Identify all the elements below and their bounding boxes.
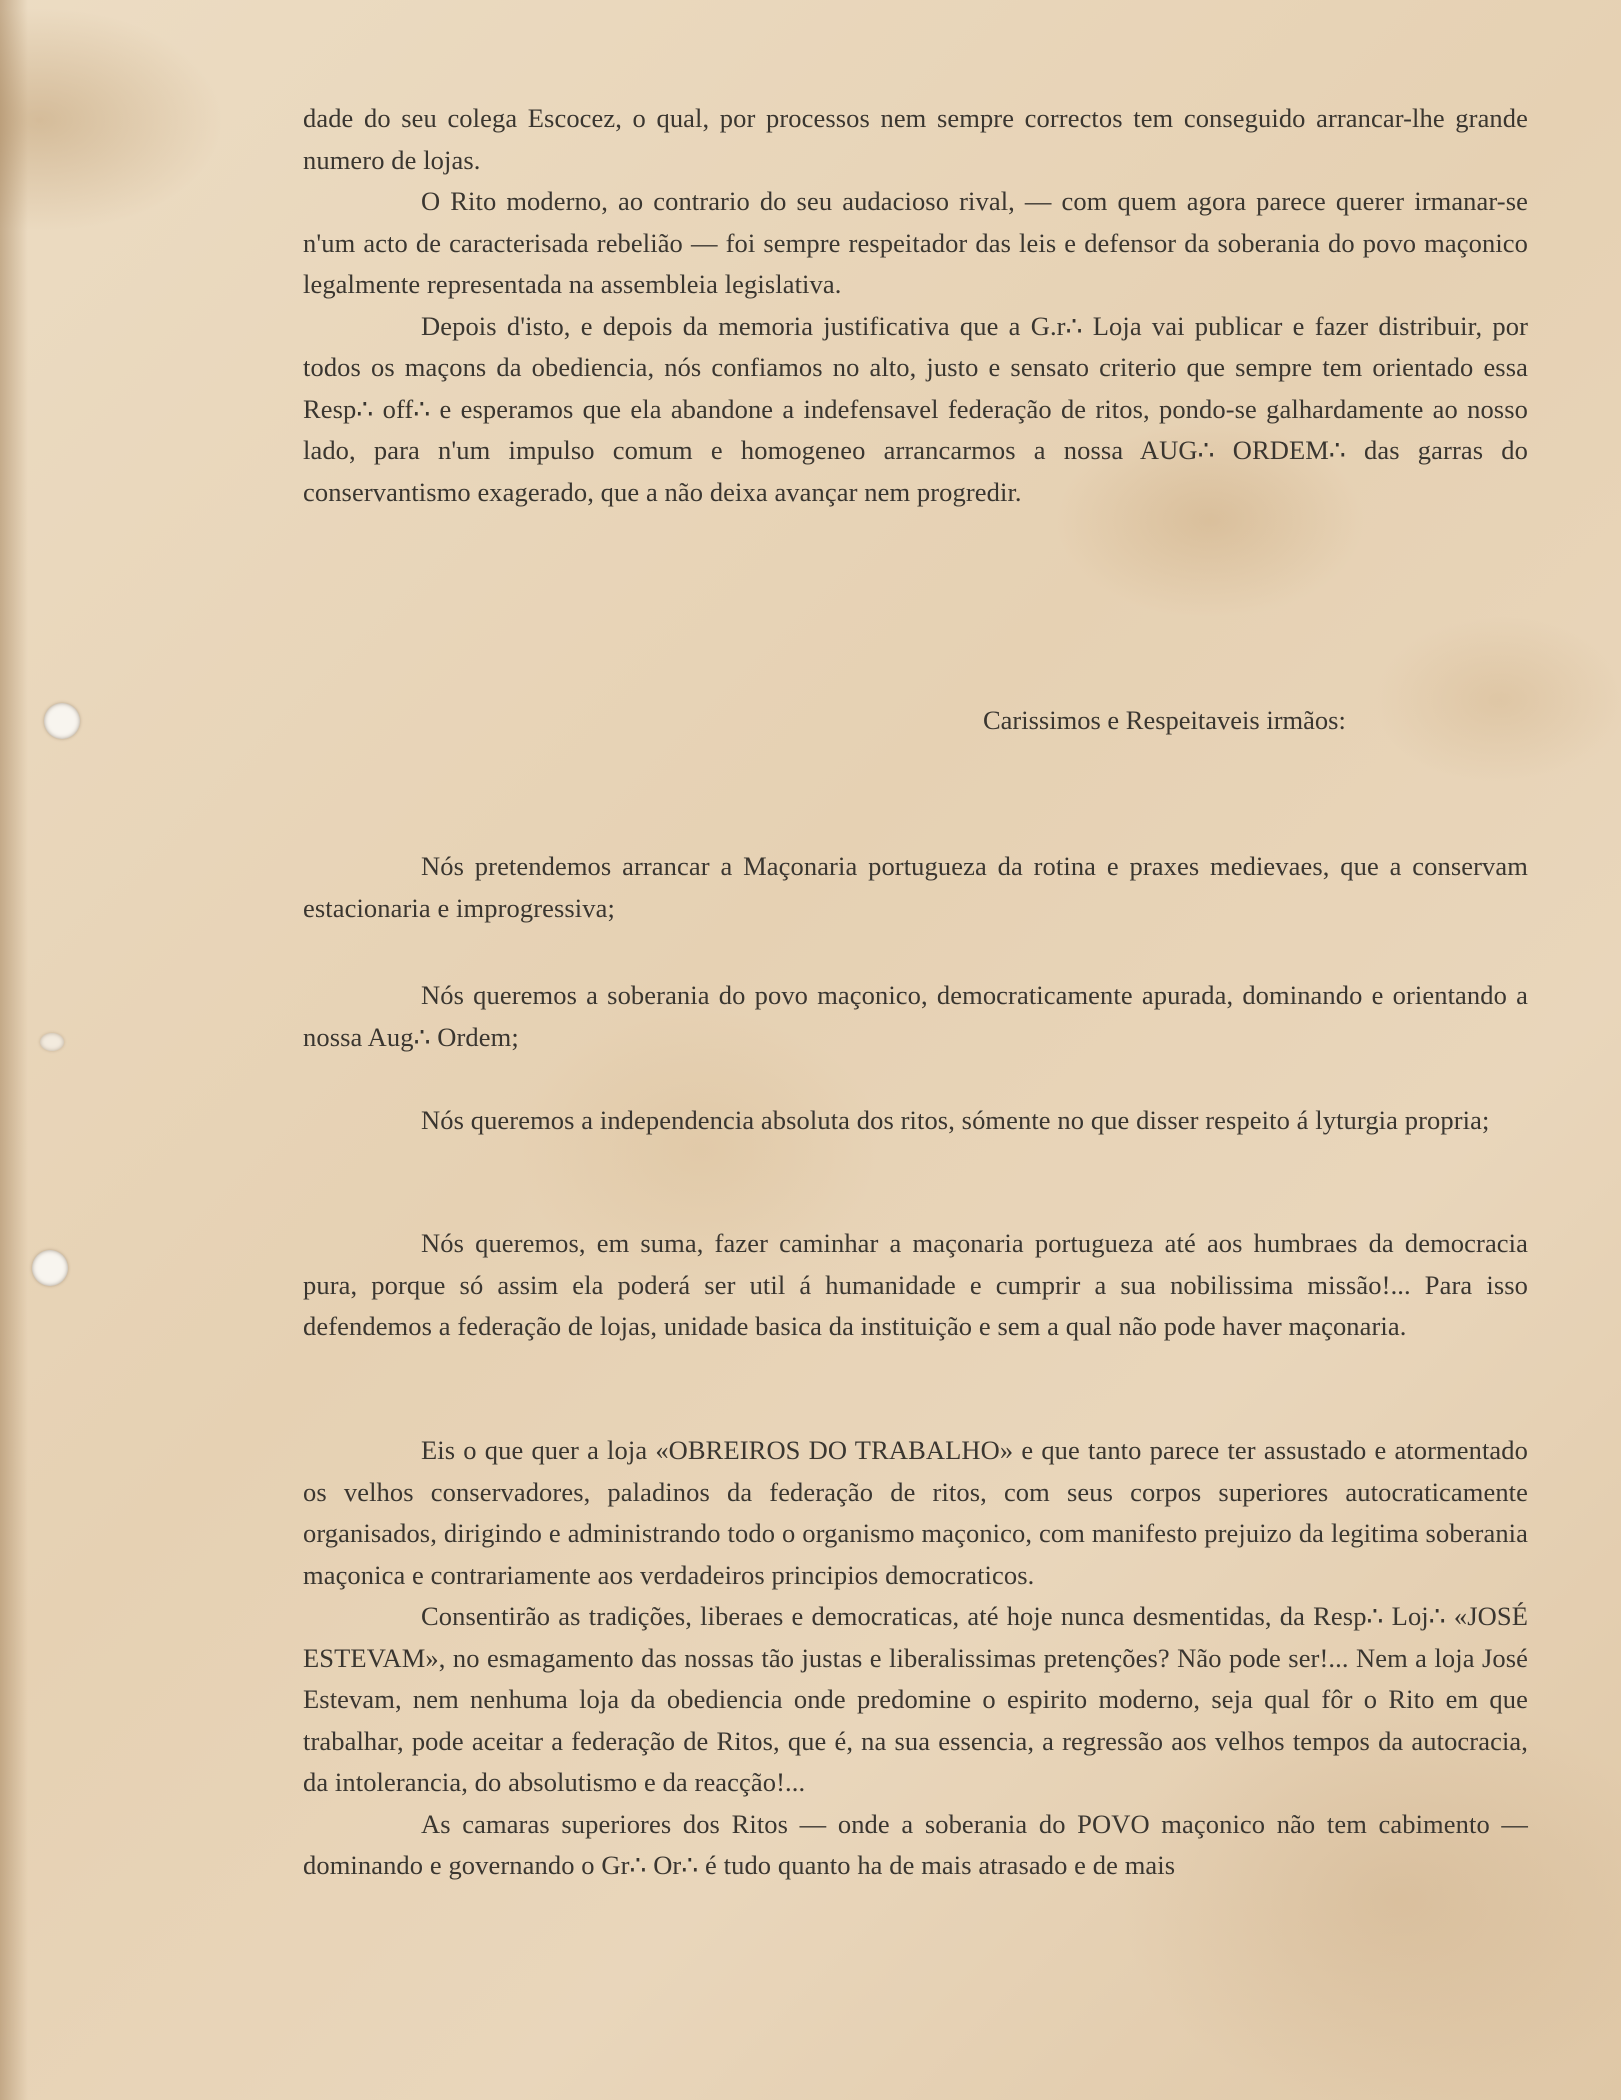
point-paragraph: Nós queremos, em suma, fazer caminhar a maçonaria portugueza até aos humbraes da democracia pura, porque só assim ela poderá ser util á humanidade e cumprir a sua nobilissima missão!... Para isso defendemos a federação de lojas, unidade basica da instituição e sem a qual não pode haver maçonaria. [303,1228,1528,1341]
intro-section [303,98,1528,513]
page-edge-shadow [0,0,28,2100]
intro-paragraph: dade do seu colega Escocez, o qual, por processos nem sempre correctos tem conseguido arrancar-lhe grande numero de lojas. [303,103,1528,175]
point-paragraph: Nós queremos a independencia absoluta dos ritos, sómente no que disser respeito á lyturgia propria; [421,1105,1490,1135]
punch-hole [44,703,80,739]
point-block [303,975,1528,1058]
point-paragraph: Nós queremos a soberania do povo maçonico, democraticamente apurada, dominando e orientando a nossa Aug∴ Ordem; [303,980,1528,1052]
closing-paragraph: Consentirão as tradições, liberaes e democraticas, até hoje nunca desmentidas, da Resp∴ Loj∴ «JOSÉ ESTEVAM», no esmagamento das nossas tão justas e liberalissimas pretenções? Não pode ser!... Nem a loja José Estevam, nem nenhuma loja da obediencia onde predomine o espirito moderno, seja qual fôr o Rito em que trabalhar, pode aceitar a federação de Ritos, que é, na sua essencia, a regressão aos velhos tempos da autocracia, da intolerancia, do absolutismo e da reacção!... [303,1601,1528,1797]
intro-paragraph: O Rito moderno, ao contrario do seu audacioso rival, — com quem agora parece querer irmanar-se n'um acto de caracterisada rebelião — foi sempre respeitador das leis e defensor da soberania do povo maçonico legalmente representada na assembleia legislativa. [303,186,1528,299]
point-block [303,1223,1528,1348]
intro-paragraph: Depois d'isto, e depois da memoria justificativa que a G.r∴ Loja vai publicar e fazer distribuir, por todos os maçons da obediencia, nós confiamos no alto, justo e sensato criterio que sempre tem orientado essa Resp∴ off∴ e esperamos que ela abandone a indefensavel federação de ritos, pondo-se galhardamente ao nosso lado, para n'um impulso comum e homogeneo arrancarmos a nossa AUG∴ ORDEM∴ das garras do conservantismo exagerado, que a não deixa avançar nem progredir. [303,310,1528,507]
punch-hole [32,1250,68,1286]
closing-section [303,1430,1528,1887]
punch-hole [40,1033,64,1051]
point-block [303,1100,1528,1142]
closing-paragraph: Eis o que quer a loja «OBREIROS DO TRABALHO» e que tanto parece ter assustado e atormentado os velhos conservadores, paladinos da federação de ritos, com seus corpos superiores autocraticamente organisados, dirigindo e administrando todo o organismo maçonico, com manifesto prejuizo da legitima soberania maçonica e contrariamente aos verdadeiros principios democraticos. [303,1435,1528,1590]
point-paragraph: Nós pretendemos arrancar a Maçonaria portugueza da rotina e praxes medievaes, que a conservam estacionaria e improgressiva; [303,851,1528,923]
point-block [303,846,1528,929]
salutation: Carissimos e Respeitaveis irmãos: [983,705,1346,735]
closing-paragraph: As camaras superiores dos Ritos — onde a soberania do POVO maçonico não tem cabimento — dominando e governando o Gr∴ Or∴ é tudo quanto ha de mais atrasado e de mais [303,1808,1528,1880]
